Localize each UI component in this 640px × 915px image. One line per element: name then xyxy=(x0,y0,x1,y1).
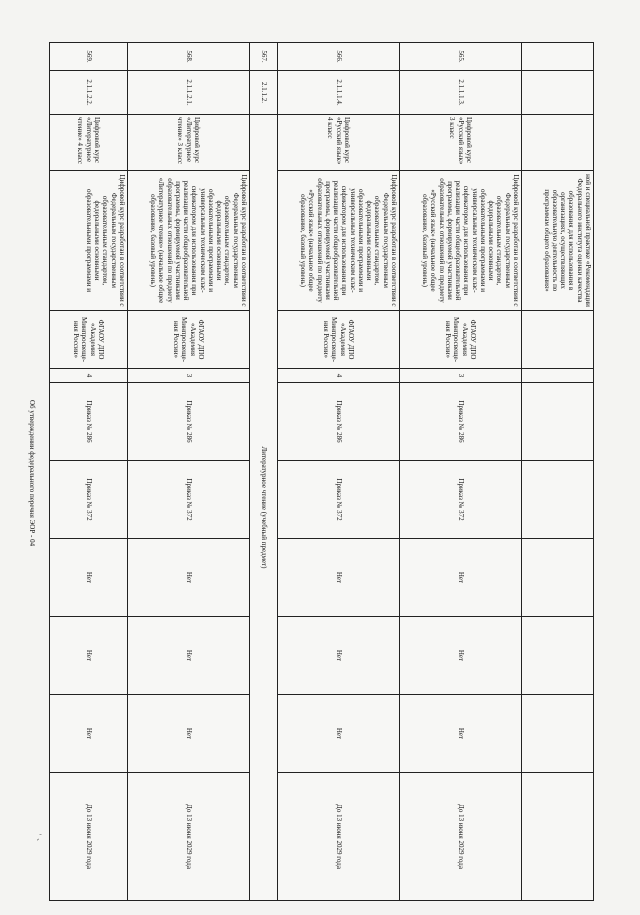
scan-marks: ˒ ˏ xyxy=(37,832,48,842)
row-description: Цифровой курс разработан в соответствии с Федеральным государственным образовательным стандартом, федеральными основными образовательными программами и универсальным техническим классификатором для использования при реализации части общеобразовательной программы, формируемой участниками образовательных отношений по предмету «Русский язык» (начальное общее образование, базовый уровень) xyxy=(278,171,400,311)
row-deadline xyxy=(522,773,594,901)
row-code xyxy=(522,71,594,115)
footer-note: Об утверждении федерального перечня ЭОР - 04 xyxy=(28,400,36,547)
section-row xyxy=(250,43,278,901)
document-table xyxy=(49,42,594,901)
row-name: Цифровой курс «Русский язык» 4 класс xyxy=(278,115,400,171)
row-order-2: Приказ № 372 xyxy=(400,461,522,539)
row-code: 2.1.1.2. xyxy=(250,71,278,115)
row-flag-1: Нет xyxy=(50,539,128,617)
row-flag-1: Нет xyxy=(128,539,250,617)
row-flag-2: Нет xyxy=(400,617,522,695)
row-order-1: Приказ № 286 xyxy=(278,383,400,461)
row-flag-3: Нет xyxy=(278,695,400,773)
row-level: 4 xyxy=(50,369,128,383)
row-name: Цифровой курс «Литературное чтение» 4 класс xyxy=(50,115,128,171)
row-description: ной и специальной практике «Рекомендации Федерального института оценки качества образования для использования в организациях, осуществляющих образовательную деятельность по программам общего образования» xyxy=(522,171,594,311)
row-flag-2: Нет xyxy=(50,617,128,695)
row-name xyxy=(522,115,594,171)
row-flag-3: Нет xyxy=(50,695,128,773)
row-number: 568. xyxy=(128,43,250,71)
row-code: 2.1.1.2.1. xyxy=(128,71,250,115)
table-row xyxy=(278,43,400,901)
row-number: 569. xyxy=(50,43,128,71)
row-order-1: Приказ № 286 xyxy=(128,383,250,461)
row-organization: ФГАОУ ДПО «Академия Минпросвещения России» xyxy=(278,311,400,369)
row-description: Цифровой курс разработан в соответствии с Федеральным государственным образовательным стандартом, федеральными основными образовательными программами и xyxy=(50,171,128,311)
row-organization: ФГАОУ ДПО «Академия Минпросвещения России» xyxy=(128,311,250,369)
row-code: 2.1.1.2.2. xyxy=(50,71,128,115)
row-code: 2.1.1.1.4. xyxy=(278,71,400,115)
table-row xyxy=(522,43,594,901)
row-flag-3: Нет xyxy=(128,695,250,773)
row-order-2: Приказ № 372 xyxy=(128,461,250,539)
row-flag-3: Нет xyxy=(400,695,522,773)
row-description: Цифровой курс разработан в соответствии с Федеральным государственным образовательным стандартом, федеральными основными образовательными программами и универсальным техническим классификатором для использования при реализации части общеобразовательной программы, формируемой участниками образовательных отношений по предмету «Русский язык» (начальное общее образование, базовый уровень) xyxy=(400,171,522,311)
row-level xyxy=(522,369,594,383)
row-organization: ФГАОУ ДПО «Академия Минпросвещения России» xyxy=(400,311,522,369)
row-flag-1: Нет xyxy=(400,539,522,617)
row-flag-2: Нет xyxy=(278,617,400,695)
row-deadline: До 13 июня 2029 года xyxy=(400,773,522,901)
row-description: Цифровой курс разработан в соответствии с Федеральным государственным образовательным стандартом, федеральными основными образовательными программами и универсальным техническим классификатором для использования при реализации части общеобразовательной программы, формируемой участниками образовательных отношений по предмету «Литературное чтение» (начальное общее образование, базовый уровень) xyxy=(128,171,250,311)
row-level: 3 xyxy=(128,369,250,383)
row-name: Цифровой курс «Литературное чтение» 3 класс xyxy=(128,115,250,171)
row-flag-2: Нет xyxy=(128,617,250,695)
row-deadline: До 13 июня 2029 года xyxy=(128,773,250,901)
row-order-2: Приказ № 372 xyxy=(278,461,400,539)
table-row xyxy=(400,43,522,901)
row-order-1 xyxy=(522,383,594,461)
row-deadline: До 13 июня 2029 года xyxy=(50,773,128,901)
section-title: Литературное чтение (учебный предмет) xyxy=(250,115,278,901)
row-flag-3 xyxy=(522,695,594,773)
row-level: 3 xyxy=(400,369,522,383)
row-name: Цифровой курс «Русский язык» 3 класс xyxy=(400,115,522,171)
row-deadline: До 13 июня 2029 года xyxy=(278,773,400,901)
row-order-1: Приказ № 286 xyxy=(400,383,522,461)
row-flag-1: Нет xyxy=(278,539,400,617)
row-organization xyxy=(522,311,594,369)
table-row xyxy=(50,43,128,901)
row-number: 565. xyxy=(400,43,522,71)
row-order-1: Приказ № 286 xyxy=(50,383,128,461)
row-code: 2.1.1.1.3. xyxy=(400,71,522,115)
row-level: 4 xyxy=(278,369,400,383)
row-flag-1 xyxy=(522,539,594,617)
row-number xyxy=(522,43,594,71)
row-number: 566. xyxy=(278,43,400,71)
row-order-2 xyxy=(522,461,594,539)
row-flag-2 xyxy=(522,617,594,695)
row-order-2: Приказ № 372 xyxy=(50,461,128,539)
row-organization: ФГАОУ ДПО «Академия Минпросвещения России» xyxy=(50,311,128,369)
row-number: 567. xyxy=(250,43,278,71)
table-row xyxy=(128,43,250,901)
